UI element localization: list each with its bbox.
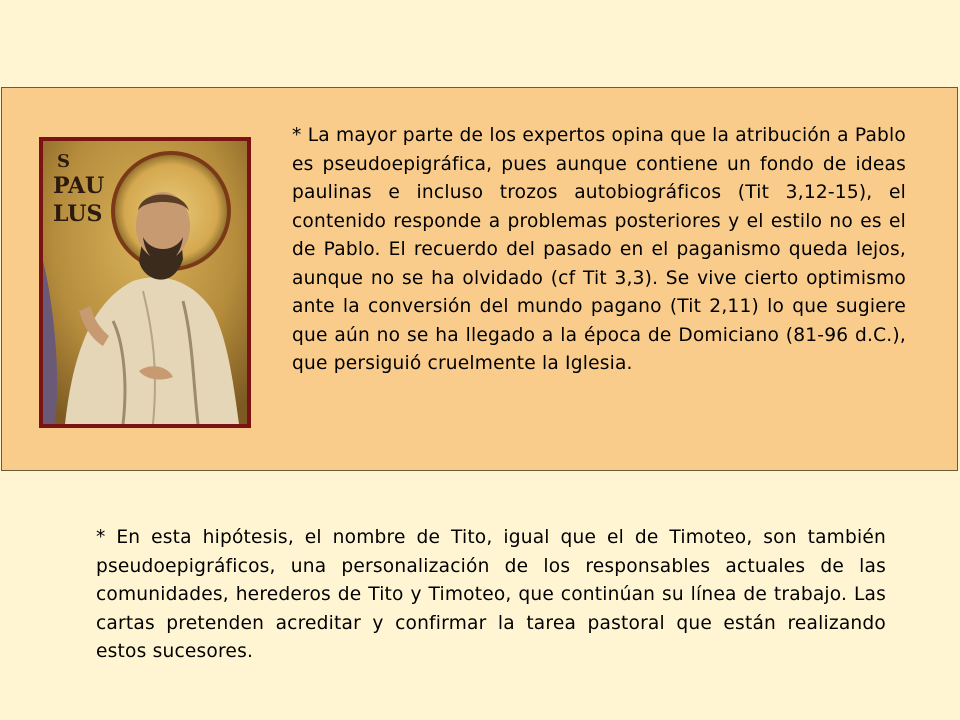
saint-paul-mosaic-image — [39, 137, 251, 428]
top-paragraph: * La mayor parte de los expertos opina que la atribución a Pablo es pseudoepigráfica, pues aunque contiene un fondo de ideas paulinas e incluso trozos autobiográficos (Tit 3,12-15), el contenido responde a problemas posteriores y el estilo no es el de Pablo. El recuerdo del pasado en el paganismo queda lejos, aunque no se ha olvidado (cf Tit 3,3). Se vive cierto optimismo ante la conversión del mundo pagano (Tit 2,11) lo que sugiere que aún no se ha llegado a la época de Domiciano (81-96 d.C.), que persiguió cruelmente la Iglesia. — [292, 125, 906, 374]
top-panel — [1, 87, 958, 471]
mosaic-illustration — [43, 141, 247, 424]
inscription-lus: LUS — [53, 201, 103, 227]
bottom-paragraph: * En esta hipótesis, el nombre de Tito, igual que el de Timoteo, son también pseudoepigráficos, una personalización de los responsables actuales de las comunidades, herederos de Tito y Timoteo, que continúan su línea de trabajo. Las cartas pretenden acreditar y confirmar la tarea pastoral que están realizando estos sucesores. — [96, 527, 886, 662]
inscription-pau: PAU — [53, 173, 105, 199]
inscription-s: S — [57, 151, 70, 172]
